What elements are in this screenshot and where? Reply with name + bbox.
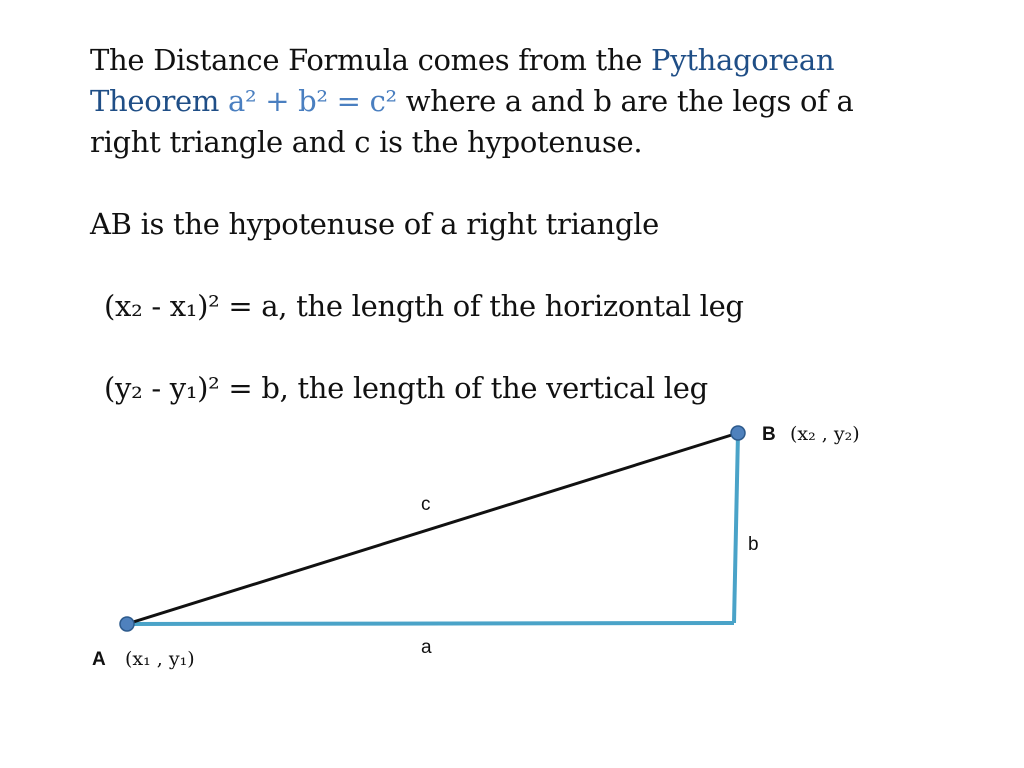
intro-text-legs: where a and b are the legs of a bbox=[396, 84, 854, 118]
hypotenuse-c bbox=[127, 433, 738, 624]
point-a-coordinates: (x₁ , y₁) bbox=[125, 648, 195, 670]
intro-line-3: right triangle and c is the hypotenuse. bbox=[90, 125, 643, 159]
point-a-label: A bbox=[92, 649, 106, 670]
horizontal-leg-formula: (x₂ - x₁)² = a, the length of the horizontal leg bbox=[104, 289, 744, 323]
pythagorean-term: Pythagorean bbox=[651, 43, 835, 77]
theorem-term: Theorem bbox=[90, 84, 220, 118]
vertical-leg-b bbox=[734, 433, 738, 623]
vertical-leg-label: b bbox=[748, 534, 759, 555]
vertical-leg-formula: (y₂ - y₁)² = b, the length of the vertical leg bbox=[104, 371, 708, 405]
horizontal-leg-label: a bbox=[421, 637, 432, 658]
point-b-label: B bbox=[762, 424, 776, 445]
point-b-coordinates: (x₂ , y₂) bbox=[790, 423, 860, 445]
hypotenuse-label: c bbox=[421, 494, 431, 515]
hypotenuse-statement: AB is the hypotenuse of a right triangle bbox=[90, 207, 660, 241]
horizontal-leg-a bbox=[127, 623, 734, 624]
point-a-marker bbox=[120, 617, 134, 631]
point-b-marker bbox=[731, 426, 745, 440]
intro-text: The Distance Formula comes from the bbox=[90, 43, 652, 77]
pythagorean-equation: a² + b² = c² bbox=[219, 84, 397, 118]
